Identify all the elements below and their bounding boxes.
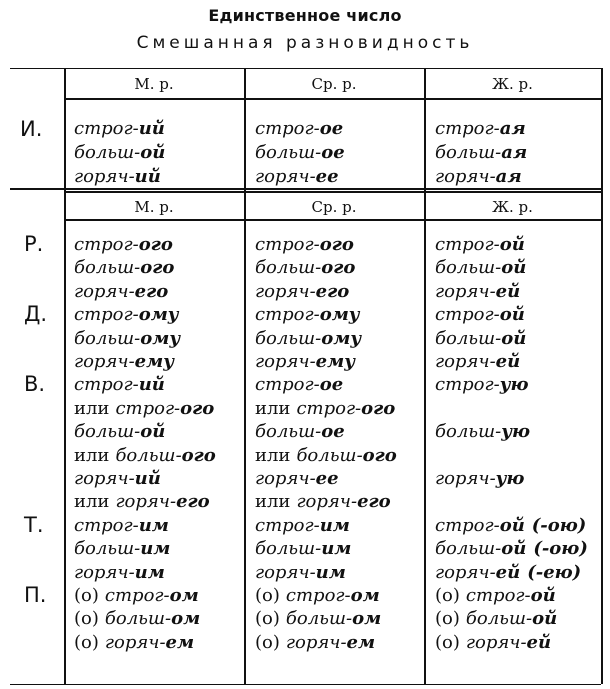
word-stem: строг-: [115, 398, 181, 419]
word-ending: ому: [321, 328, 362, 349]
word-stem: строг-: [255, 374, 320, 395]
word-form: [435, 233, 525, 257]
word-form: [255, 165, 339, 189]
word-form: [255, 303, 360, 327]
preposition: (о): [435, 585, 460, 606]
word-form: [74, 584, 199, 608]
word-stem: больш-: [435, 421, 502, 442]
word-stem: больш-: [435, 538, 502, 559]
word-ending: его: [176, 491, 210, 512]
word-form: [255, 631, 375, 655]
word-ending: ого: [138, 234, 173, 255]
word-form: [435, 327, 526, 351]
word-ending: ую: [499, 374, 529, 395]
connector-word: или: [255, 398, 291, 419]
preposition: (о): [435, 632, 460, 653]
rule-header-top: [64, 98, 603, 100]
word-stem: горяч-: [255, 166, 316, 187]
word-ending: ой: [530, 585, 556, 606]
case-label-nominative: И.: [20, 117, 43, 141]
word-form: [435, 467, 524, 491]
word-stem: горяч-: [435, 351, 496, 372]
word-form: [255, 117, 343, 141]
word-stem: горяч-: [255, 281, 316, 302]
word-form: [435, 514, 586, 538]
word-form: [74, 117, 165, 141]
word-ending: ей: [526, 632, 552, 653]
word-form: [74, 631, 194, 655]
word-stem: горяч-: [435, 281, 496, 302]
case-label: Р.: [24, 232, 44, 256]
word-ending: ем: [346, 632, 376, 653]
word-ending: ое: [321, 421, 345, 442]
word-ending: ого: [180, 398, 215, 419]
word-form: [255, 490, 391, 514]
word-form: [74, 303, 179, 327]
word-form: [255, 373, 343, 397]
word-form: [435, 584, 556, 608]
word-ending: им: [315, 562, 346, 583]
word-stem: строг-: [74, 234, 139, 255]
word-form: [74, 607, 200, 631]
word-ending: ая: [501, 142, 528, 163]
preposition: (о): [255, 608, 280, 629]
word-stem: больш-: [255, 328, 322, 349]
word-ending: ого: [321, 257, 356, 278]
connector-word: или: [74, 491, 110, 512]
word-form: [74, 350, 174, 374]
word-form: [435, 141, 527, 165]
case-label: П.: [24, 583, 47, 607]
word-stem: строг-: [435, 304, 500, 325]
alt-ending: (-ою): [533, 538, 588, 559]
connector-word: или: [74, 445, 110, 466]
word-form: [435, 373, 528, 397]
word-stem: больш-: [74, 538, 141, 559]
word-stem: строг-: [74, 304, 139, 325]
word-ending: ее: [315, 166, 339, 187]
word-form: [74, 537, 170, 561]
word-stem: горяч-: [104, 632, 166, 653]
word-ending: ого: [319, 234, 354, 255]
word-stem: больш-: [74, 328, 141, 349]
word-ending: ого: [361, 398, 396, 419]
preposition: (о): [74, 632, 99, 653]
word-form: [255, 420, 345, 444]
word-form: [255, 256, 355, 280]
preposition: (о): [255, 632, 280, 653]
word-form: [435, 631, 551, 655]
word-form: [74, 444, 216, 468]
word-ending: ом: [352, 608, 382, 629]
page-title: Единственное число: [208, 6, 402, 25]
word-stem: горяч-: [435, 468, 496, 489]
word-stem: больш-: [465, 608, 533, 629]
word-stem: горяч-: [74, 166, 135, 187]
word-form: [255, 561, 346, 585]
word-form: [255, 584, 380, 608]
word-form: [74, 490, 210, 514]
word-form: [74, 165, 161, 189]
page-subtitle: Смешанная разновидность: [136, 33, 474, 53]
word-stem: строг-: [255, 515, 320, 536]
word-form: [255, 350, 355, 374]
word-stem: больш-: [255, 538, 322, 559]
word-form: [435, 607, 557, 631]
word-form: [74, 397, 214, 421]
word-ending: им: [138, 515, 169, 536]
header-neuter: Ср. р.: [311, 198, 357, 216]
word-form: [255, 397, 395, 421]
word-stem: горяч-: [435, 166, 496, 187]
word-stem: строг-: [74, 515, 139, 536]
word-ending: ого: [181, 445, 216, 466]
word-ending: ой: [499, 234, 525, 255]
word-stem: больш-: [435, 257, 502, 278]
word-ending: ой: [501, 538, 527, 559]
word-stem: больш-: [435, 142, 502, 163]
word-ending: ое: [319, 374, 344, 395]
word-ending: ую: [495, 468, 525, 489]
word-form: [255, 444, 397, 468]
word-form: [255, 280, 349, 304]
word-ending: его: [357, 491, 391, 512]
preposition: (о): [435, 608, 460, 629]
word-stem: строг-: [74, 374, 139, 395]
word-stem: горяч-: [74, 351, 135, 372]
rule-neut-fem: [424, 68, 426, 684]
word-ending: ое: [321, 142, 345, 163]
word-ending: ий: [134, 468, 161, 489]
word-ending: ой: [499, 515, 525, 536]
connector-word: или: [255, 491, 291, 512]
word-ending: ем: [165, 632, 195, 653]
word-stem: больш-: [74, 142, 141, 163]
word-stem: больш-: [104, 608, 172, 629]
header-feminine: Ж. р.: [492, 198, 533, 216]
word-stem: строг-: [435, 118, 500, 139]
word-stem: строг-: [74, 118, 139, 139]
header-masculine: М. р.: [134, 75, 174, 93]
word-ending: ому: [319, 304, 360, 325]
case-label: Д.: [24, 302, 48, 326]
case-label: В.: [24, 372, 46, 396]
word-ending: ой: [499, 304, 525, 325]
word-stem: больш-: [296, 445, 363, 466]
word-ending: ая: [499, 118, 526, 139]
word-ending: им: [134, 562, 165, 583]
word-ending: ее: [315, 468, 339, 489]
rule-masc-neut: [244, 68, 246, 684]
word-stem: строг-: [435, 234, 500, 255]
preposition: (о): [255, 585, 280, 606]
word-stem: строг-: [285, 585, 351, 606]
word-ending: ему: [315, 351, 355, 372]
word-form: [435, 350, 520, 374]
word-stem: больш-: [255, 142, 322, 163]
header-neuter: Ср. р.: [311, 75, 357, 93]
word-ending: ой: [140, 142, 166, 163]
word-stem: горяч-: [296, 491, 358, 512]
connector-word: или: [74, 398, 110, 419]
word-form: [255, 607, 381, 631]
word-ending: ого: [140, 257, 175, 278]
word-form: [435, 165, 522, 189]
word-stem: больш-: [435, 328, 502, 349]
word-stem: больш-: [255, 421, 322, 442]
word-form: [74, 561, 165, 585]
word-ending: ую: [501, 421, 531, 442]
word-form: [255, 233, 354, 257]
word-stem: строг-: [296, 398, 362, 419]
word-ending: ий: [138, 118, 165, 139]
word-stem: горяч-: [465, 632, 527, 653]
word-stem: горяч-: [74, 281, 135, 302]
word-stem: строг-: [255, 234, 320, 255]
word-ending: ая: [495, 166, 522, 187]
word-stem: горяч-: [255, 562, 316, 583]
word-ending: ому: [138, 304, 179, 325]
word-ending: ему: [134, 351, 174, 372]
rule-right: [601, 68, 603, 684]
word-ending: ей: [495, 281, 521, 302]
word-ending: ей: [495, 562, 521, 583]
word-form: [74, 420, 165, 444]
case-label: Т.: [24, 513, 44, 537]
connector-word: или: [255, 445, 291, 466]
word-ending: ой: [140, 421, 166, 442]
alt-ending: (-ею): [527, 562, 582, 583]
word-ending: ом: [171, 608, 201, 629]
word-stem: строг-: [435, 515, 500, 536]
word-stem: больш-: [285, 608, 353, 629]
word-stem: больш-: [255, 257, 322, 278]
word-ending: ом: [350, 585, 380, 606]
word-form: [74, 233, 173, 257]
word-form: [74, 327, 180, 351]
word-form: [74, 141, 165, 165]
word-stem: горяч-: [435, 562, 496, 583]
word-form: [74, 280, 168, 304]
word-form: [435, 280, 520, 304]
word-ending: его: [134, 281, 169, 302]
word-ending: ому: [140, 328, 181, 349]
word-stem: строг-: [255, 118, 320, 139]
rule-section-divider-2: [64, 191, 603, 193]
word-stem: строг-: [435, 374, 500, 395]
word-form: [74, 373, 165, 397]
preposition: (о): [74, 585, 99, 606]
word-stem: горяч-: [255, 468, 316, 489]
word-ending: ого: [362, 445, 397, 466]
word-form: [435, 420, 530, 444]
word-form: [435, 117, 526, 141]
word-ending: им: [319, 515, 350, 536]
word-ending: ий: [134, 166, 161, 187]
word-form: [435, 256, 526, 280]
word-ending: ей: [495, 351, 521, 372]
word-stem: больш-: [74, 257, 141, 278]
word-stem: горяч-: [285, 632, 347, 653]
word-ending: им: [140, 538, 171, 559]
word-ending: ое: [319, 118, 344, 139]
word-stem: строг-: [255, 304, 320, 325]
word-form: [74, 514, 169, 538]
preposition: (о): [74, 608, 99, 629]
word-form: [255, 141, 345, 165]
word-ending: ом: [169, 585, 199, 606]
word-form: [435, 561, 581, 585]
word-form: [255, 537, 351, 561]
alt-ending: (-ою): [531, 515, 587, 536]
word-form: [74, 467, 161, 491]
word-form: [74, 256, 174, 280]
word-form: [255, 467, 339, 491]
rule-case-column: [64, 68, 66, 684]
word-stem: горяч-: [74, 562, 135, 583]
word-stem: горяч-: [115, 491, 177, 512]
word-stem: больш-: [74, 421, 141, 442]
word-ending: ой: [501, 328, 527, 349]
word-form: [435, 537, 588, 561]
word-ending: ий: [138, 374, 165, 395]
word-stem: строг-: [104, 585, 170, 606]
word-ending: ой: [501, 257, 527, 278]
word-stem: больш-: [115, 445, 182, 466]
header-feminine: Ж. р.: [492, 75, 533, 93]
word-form: [435, 303, 525, 327]
word-ending: его: [315, 281, 350, 302]
word-stem: горяч-: [255, 351, 316, 372]
word-ending: ой: [532, 608, 558, 629]
word-stem: горяч-: [74, 468, 135, 489]
word-ending: им: [321, 538, 352, 559]
word-form: [255, 514, 350, 538]
word-form: [255, 327, 361, 351]
word-stem: строг-: [465, 585, 531, 606]
rule-header-bottom: [64, 219, 603, 221]
header-masculine: М. р.: [134, 198, 174, 216]
